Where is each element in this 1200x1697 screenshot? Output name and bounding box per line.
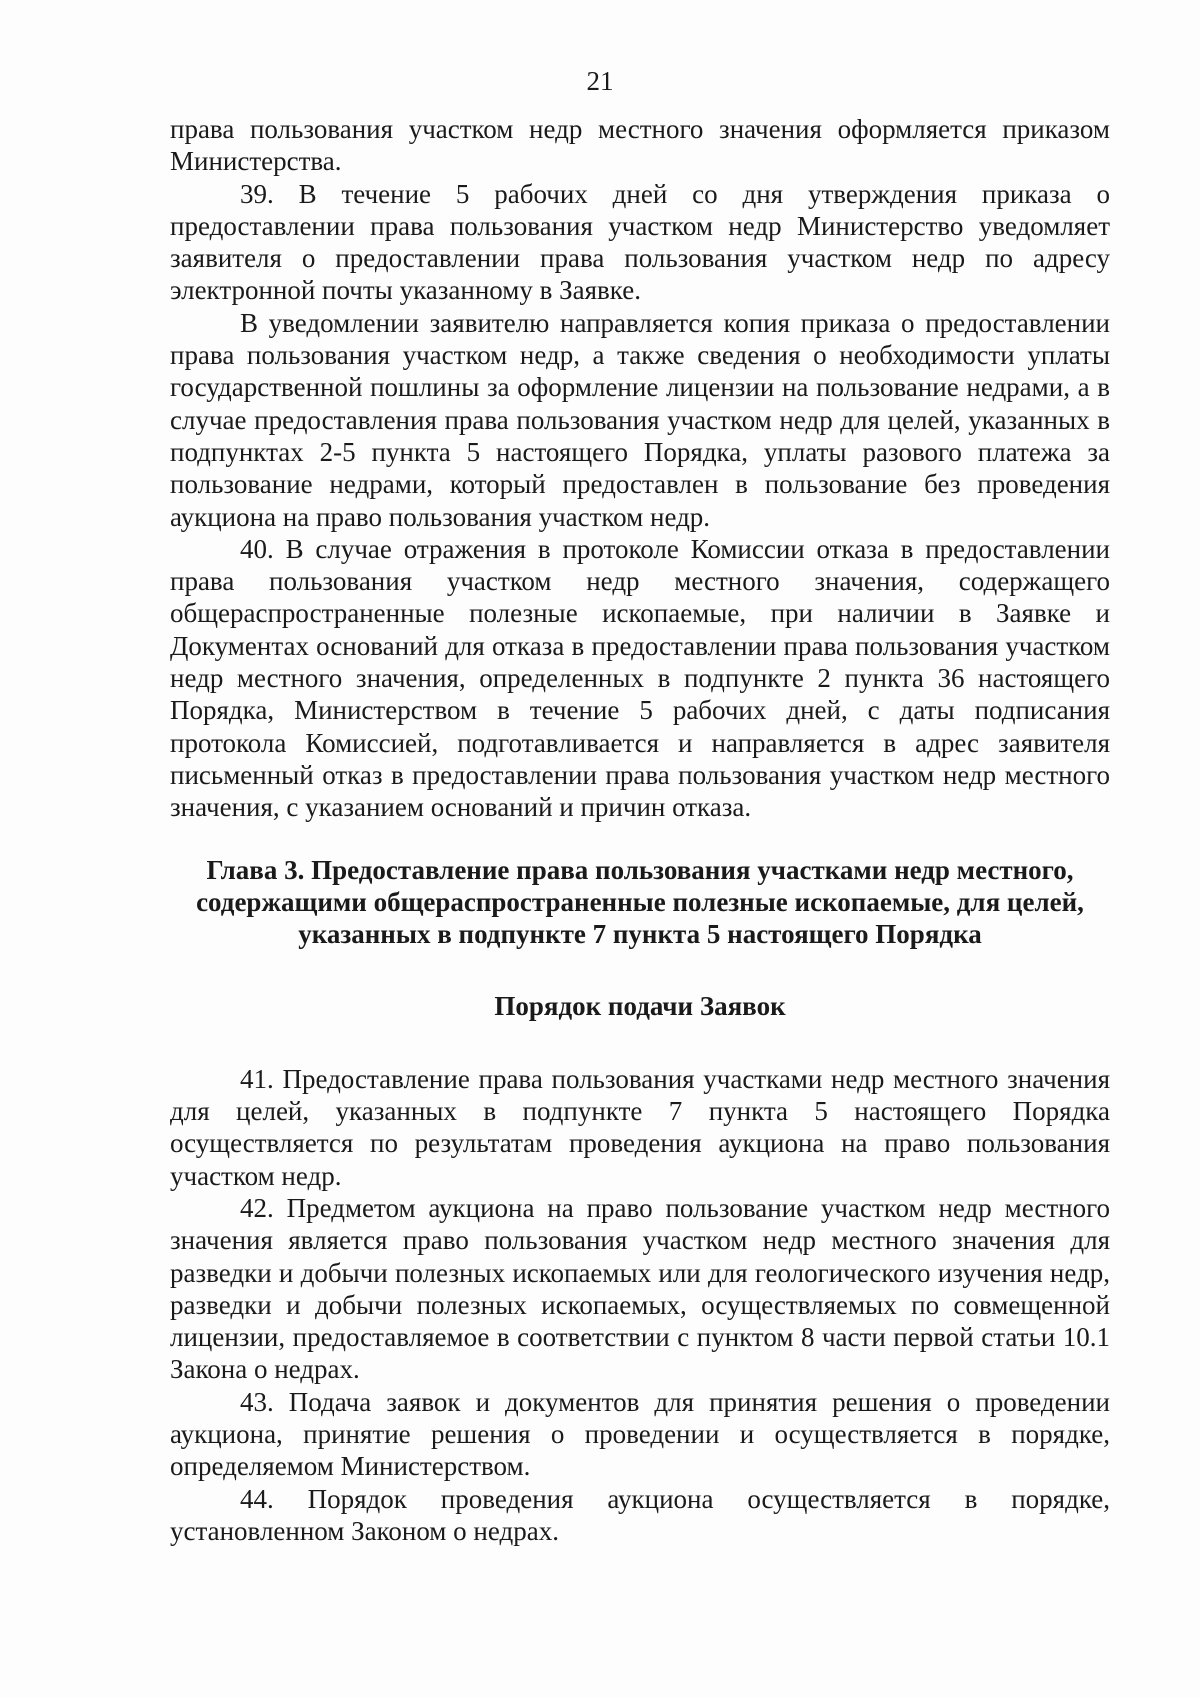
- section-title: Порядок подачи Заявок: [494, 991, 786, 1022]
- chapter-title-line-1: Глава 3. Предоставление права пользования участками недр местного,: [206, 854, 1074, 885]
- paragraph-continuation: права пользования участком недр местного значения оформляется приказом Министерства.: [170, 114, 1110, 177]
- chapter-title-line-2: содержащими общераспространенные полезные ископаемые, для целей,: [196, 886, 1084, 917]
- chapter-title: [170, 854, 1110, 951]
- paragraph-44: 44. Порядок проведения аукциона осуществляется в порядке, установленном Законом о недрах.: [170, 1483, 1110, 1546]
- paragraph-43: 43. Подача заявок и документов для принятия решения о проведении аукциона, принятие решения о проведении и осуществляется в порядке, определяемом Министерством.: [170, 1386, 1110, 1482]
- paragraph-39: 39. В течение 5 рабочих дней со дня утверждения приказа о предоставлении права пользования участком недр Министерство уведомляет заявителя о предоставлении права пользования участком недр по адресу электронной почты указанному в Заявке.: [170, 178, 1110, 306]
- paragraph-41: 41. Предоставление права пользования участками недр местного значения для целей, указанных в подпункте 7 пункта 5 настоящего Порядка осуществляется по результатам проведения аукциона на право пользования участком недр.: [170, 1063, 1110, 1191]
- paragraph-42: 42. Предметом аукциона на право пользование участком недр местного значения является право пользования участком недр местного значения для разведки и добычи полезных ископаемых или для геологического изучения недр, разведки и добычи полезных ископаемых, осуществляемых по совмещенной лицензии, предоставляемое в соответствии с пунктом 8 части первой статьи 10.1 Закона о недрах.: [170, 1192, 1110, 1385]
- paragraph-notification: В уведомлении заявителю направляется копия приказа о предоставлении права пользования участком недр, а также сведения о необходимости уплаты государственной пошлины за оформление лицензии на пользование недрами, а в случае предоставления права пользования участком недр для целей, указанных в подпунктах 2-5 пункта 5 настоящего Порядка, уплаты разового платежа за пользование недрами, который предоставлен в пользование без проведения аукциона на право пользования участком недр.: [170, 307, 1110, 532]
- chapter-title-line-3: указанных в подпункте 7 пункта 5 настоящего Порядка: [298, 919, 982, 950]
- page-number: 21: [586, 66, 614, 96]
- paragraph-40: 40. В случае отражения в протоколе Комиссии отказа в предоставлении права пользования участком недр местного значения, содержащего общераспространенные полезные ископаемые, при наличии в Заявке и Документах оснований для отказа в предоставлении права пользования участком недр местного значения, определенных в подпункте 2 пункта 36 настоящего Порядка, Министерством в течение 5 рабочих дней, с даты подписания протокола Комиссией, подготавливается и направляется в адрес заявителя письменный отказ в предоставлении права пользования участком недр местного значения, с указанием оснований и причин отказа.: [170, 533, 1110, 823]
- document-body: [170, 113, 1110, 1547]
